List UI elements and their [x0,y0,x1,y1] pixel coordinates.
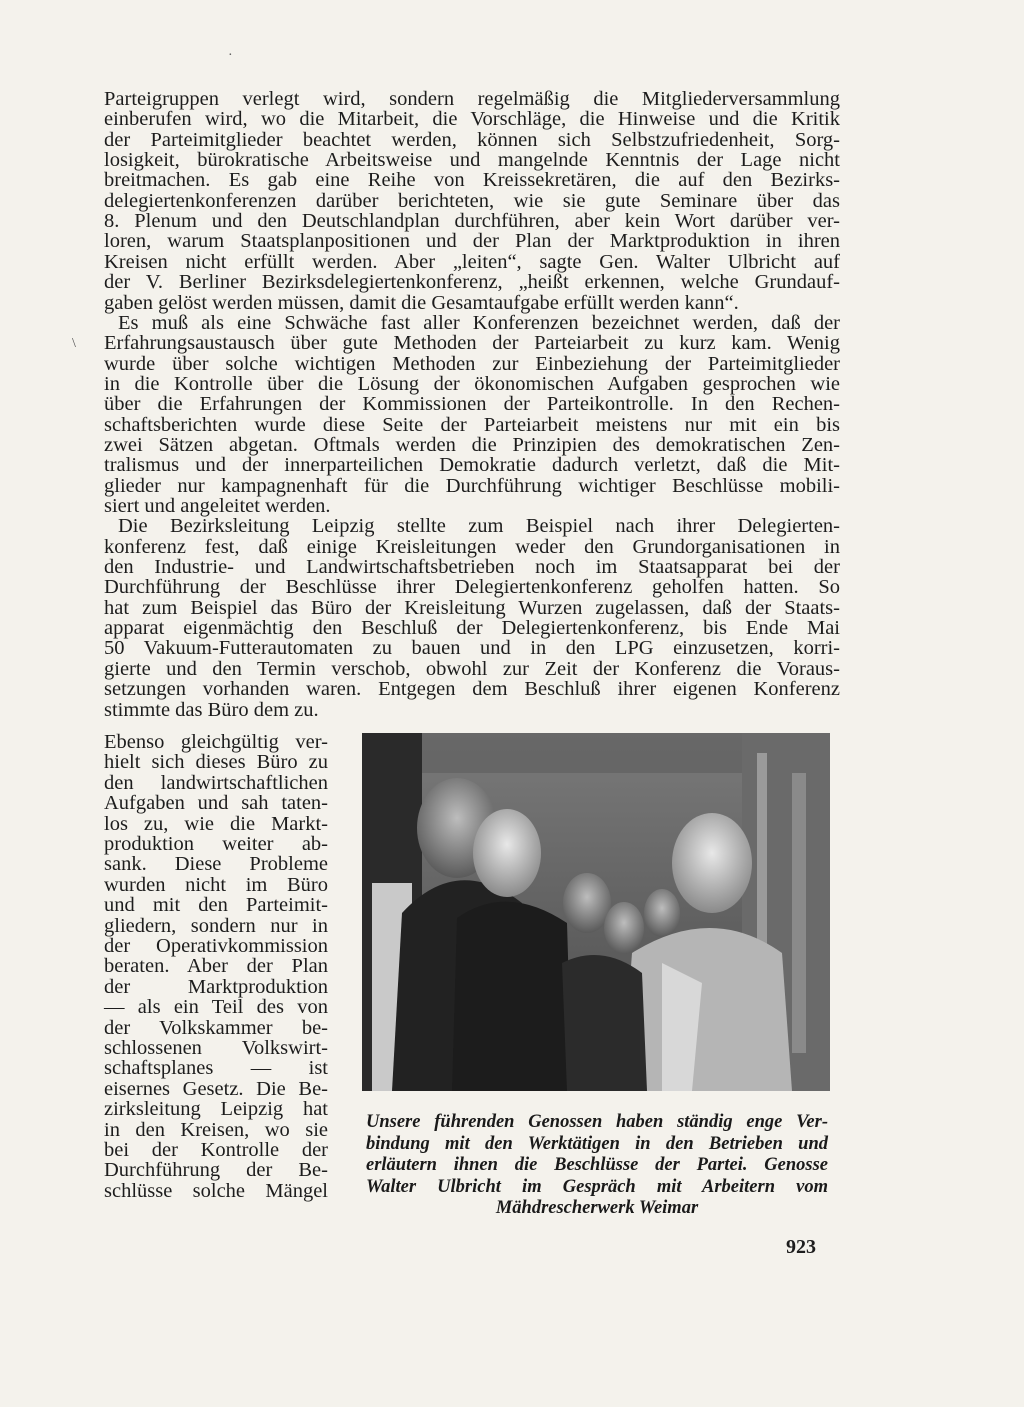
text-line: Erfahrungsaustausch über gute Methoden der Parteiarbeit zu kurz kam. Wenig [104,332,840,355]
text-line: schlüsse solche Mängel [104,1179,328,1202]
text-line: — als ein Teil des von [104,996,328,1019]
text-line: beraten. Aber der Plan [104,955,328,978]
print-speck: \ [72,336,76,351]
caption-line: bindung mit den Werktätigen in den Betrieben und [366,1133,828,1154]
text-line: in den Kreisen, wo sie [104,1118,328,1141]
text-line: über die Erfahrungen der Kommissionen der Parteikontrolle. In den Rechen- [104,393,840,416]
text-line: Aufgaben und sah taten- [104,792,328,815]
text-line: der Volkskammer be- [104,1016,328,1039]
text-line: breitmachen. Es gab eine Reihe von Kreissekretären, die auf den Bezirks- [104,169,840,192]
photo-walter-ulbricht-with-workers [362,733,830,1091]
text-line: in die Kontrolle über die Lösung der ökonomischen Aufgaben gesprochen wie [104,372,840,395]
text-line: schaftsberichten wurde diese Seite der Parteiarbeit meistens nur mit ein bis [104,413,840,436]
text-line: delegiertenkonferenzen darüber berichteten, wie sie gute Seminare über das [104,189,840,212]
text-line: setzungen vorhanden waren. Entgegen dem Beschluß ihrer eigenen Konferenz [104,678,840,701]
text-line: hat zum Beispiel das Büro der Kreisleitung Wurzen zugelassen, daß der Staats- [104,596,840,619]
text-line: hielt sich dieses Büro zu [104,751,328,774]
text-line: zwei Sätzen abgetan. Oftmals werden die Prinzipien des demokratischen Zen- [104,433,840,456]
text-line: Durchführung der Beschlüsse ihrer Delegiertenkonferenz geholfen hatten. So [104,576,840,599]
text-line: Ebenso gleichgültig ver- [104,731,328,753]
text-line: 8. Plenum und den Deutschlandplan durchführen, aber kein Wort darüber ver- [104,210,840,233]
text-line: gaben gelöst werden müssen, damit die Gesamtaufgabe erfüllt werden kann“. [104,291,739,314]
text-line: sank. Diese Probleme [104,853,328,876]
text-line: losigkeit, bürokratische Arbeitsweise und mangelnde Kenntnis der Lage nicht [104,149,840,172]
text-line: und mit den Parteimit- [104,894,328,917]
text-line: der Operativkommission [104,935,328,957]
text-line: gierte und den Termin verschob, obwohl zur Zeit der Konferenz die Voraus- [104,657,840,680]
text-line: Kreisen nicht erfüllt werden. Aber „leiten“, sagte Gen. Walter Ulbricht auf [104,250,840,273]
text-line: Durchführung der Be- [104,1159,328,1182]
text-line: der V. Berliner Bezirksdelegiertenkonferenz, „heißt erkennen, welche Grundauf- [104,271,840,294]
text-line: apparat eigenmächtig den Beschluß der Delegiertenkonferenz, bis Ende Mai [104,617,840,640]
text-line: bei der Kontrolle der [104,1139,328,1161]
text-line: tralismus und der innerparteilichen Demokratie dadurch verletzt, daß die Mit- [104,454,840,477]
page-number: 923 [786,1236,816,1258]
caption-line: Mähdrescherwerk Weimar [495,1198,699,1218]
text-line: Parteigruppen verlegt wird, sondern regelmäßig die Mitgliederversammlung [104,88,840,110]
text-line: der Marktproduktion [104,975,328,998]
text-line: den Industrie- und Landwirtschaftsbetrieben noch im Staatsapparat bei der [104,556,840,579]
text-line: zirksleitung Leipzig hat [104,1098,328,1121]
caption-line: erläutern ihnen die Beschlüsse der Partei. Genosse [366,1155,828,1175]
text-line: produktion weiter ab- [104,833,328,855]
text-line: eisernes Gesetz. Die Be- [104,1077,328,1100]
text-line: konferenz fest, daß einige Kreisleitungen weder den Grundorganisationen in [104,535,840,558]
text-line: schaftsplanes — ist [104,1057,328,1080]
text-line: siert und angeleitet werden. [104,495,331,517]
text-line: 50 Vakuum-Futterautomaten zu bauen und in den LPG einzusetzen, korri- [104,637,840,660]
text-line: den landwirtschaftlichen [104,771,328,794]
print-speck: · [228,48,233,63]
text-line: gliedern, sondern nur in [104,914,328,937]
text-line: Es muß als eine Schwäche fast aller Konferenzen bezeichnet werden, daß der [118,311,840,334]
text-line: einberufen wird, wo die Mitarbeit, die Vorschläge, die Hinweise und die Kritik [104,108,840,131]
text-line: schlossenen Volkswirt- [104,1037,328,1059]
text-line: wurde über solche wichtigen Methoden zur Einbeziehung der Parteimitglieder [104,352,840,375]
text-line: stimmte das Büro dem zu. [104,698,319,721]
caption-line: Walter Ulbricht im Gespräch mit Arbeitern vom [366,1176,828,1197]
text-line: der Parteimitglieder beachtet werden, können sich Selbstzufriedenheit, Sorg- [104,128,840,151]
text-line: loren, warum Staatsplanpositionen und der Plan der Marktproduktion in ihren [104,230,840,253]
text-line: los zu, wie die Markt- [104,812,328,835]
text-line: glieder nur kampagnenhaft für die Durchführung wichtiger Beschlüsse mobili- [104,474,840,497]
text-line: Die Bezirksleitung Leipzig stellte zum Beispiel nach ihrer Delegierten- [118,515,840,538]
text-line: wurden nicht im Büro [104,873,328,896]
caption-line: Unsere führenden Genossen haben ständig enge Ver- [366,1112,828,1132]
